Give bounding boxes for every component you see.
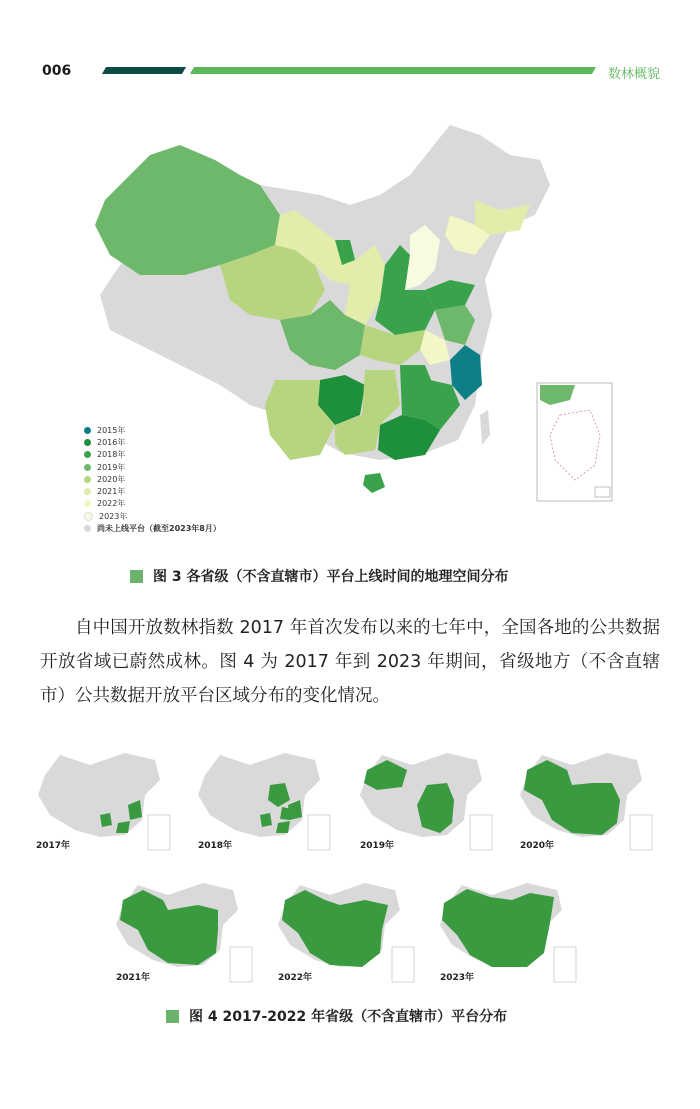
legend-item [84, 473, 221, 485]
mini-map-label: 2021年 [116, 973, 151, 983]
legend-label: 尚未上线平台（截至2023年8月） [97, 524, 221, 534]
mini-map-base [198, 753, 320, 837]
mini-map-2022 [270, 875, 420, 985]
legend-swatch [84, 512, 93, 521]
legend-swatch [84, 500, 91, 507]
map-region-taiwan [480, 410, 490, 445]
mini-map-label: 2022年 [278, 973, 313, 983]
legend-item [84, 522, 221, 534]
mini-map-inset [630, 815, 652, 850]
mini-map-2023 [432, 875, 582, 985]
legend-label: 2016年 [97, 437, 126, 447]
legend-item [84, 449, 221, 461]
body-paragraph: 自中国开放数林指数 2017 年首次发布以来的七年中，全国各地的公共数据开放省域已蔚然成林。图 4 为 2017 年到 2023 年期间，省级地方（不含直辖市）公共数据开放平台区域分布的变化情况。 [40, 618, 660, 706]
header-dark-bar [102, 67, 186, 74]
legend-label: 2022年 [97, 499, 126, 509]
figure4-caption-text: 图 4 2017-2022 年省级（不含直辖市）平台分布 [189, 1009, 508, 1025]
legend-swatch [84, 464, 91, 471]
mini-map-inset [148, 815, 170, 850]
mini-map-label: 2017年 [36, 841, 71, 851]
mini-map-inset [308, 815, 330, 850]
legend-label: 2021年 [97, 487, 126, 497]
mini-map-inset [230, 947, 252, 982]
legend-item [84, 510, 221, 522]
mini-map-inset [554, 947, 576, 982]
mini-map-2021 [108, 875, 258, 985]
mini-map-active [442, 889, 554, 967]
page-number: 006 [42, 63, 72, 79]
mini-map-inset [392, 947, 414, 982]
mini-map-label: 2023年 [440, 973, 475, 983]
mini-map-base [38, 753, 160, 837]
legend-item [84, 424, 221, 436]
figure3-caption [130, 566, 509, 586]
mini-map-label: 2019年 [360, 841, 395, 851]
section-title: 数林概貌 [607, 67, 660, 82]
legend-label: 2020年 [97, 474, 126, 484]
legend-label: 2019年 [97, 462, 126, 472]
legend-item [84, 436, 221, 448]
header-green-bar [190, 67, 596, 74]
legend-swatch [84, 439, 91, 446]
mini-map-label: 2018年 [198, 841, 233, 851]
legend-label: 2018年 [97, 450, 126, 460]
legend-swatch [84, 451, 91, 458]
legend-swatch [84, 488, 91, 495]
legend-swatch [84, 476, 91, 483]
legend-label: 2023年 [99, 511, 128, 521]
legend-item [84, 461, 221, 473]
mini-map-inset [470, 815, 492, 850]
legend-swatch [84, 427, 91, 434]
caption-square-icon [166, 1010, 179, 1023]
map-legend [84, 424, 221, 535]
map-region-hainan [363, 473, 385, 493]
legend-swatch [84, 525, 91, 532]
figure3-caption-text: 图 3 各省级（不含直辖市）平台上线时间的地理空间分布 [153, 569, 509, 585]
caption-square-icon [130, 570, 143, 583]
legend-label: 2015年 [97, 425, 126, 435]
legend-item [84, 485, 221, 497]
mini-map-label: 2020年 [520, 841, 555, 851]
legend-item [84, 498, 221, 510]
figure4-caption [166, 1006, 507, 1026]
